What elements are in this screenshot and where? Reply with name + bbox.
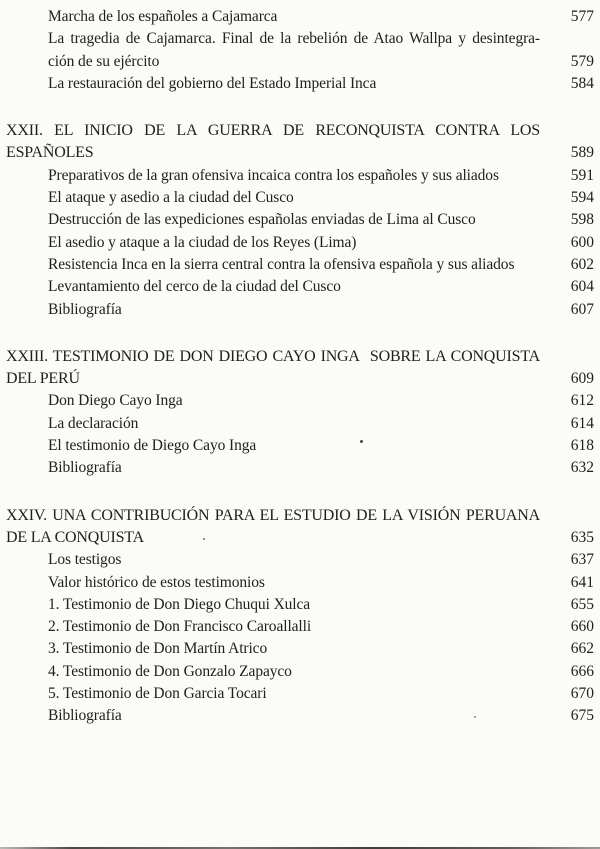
toc-title [48, 457, 540, 479]
toc-entry [0, 6, 600, 28]
toc-entry [0, 705, 600, 727]
toc-title [48, 594, 540, 616]
toc-title [48, 254, 540, 276]
toc-entry [0, 572, 600, 594]
entry-title-text: 3. Testimonio de Don Martín Atrico [48, 640, 268, 658]
page-number: 635 [570, 528, 594, 546]
entry-title-text: Resistencia Inca en la sierra central contra la ofensiva española y sus aliados [48, 255, 515, 273]
entry-title-text: El ataque y asedio a la ciudad del Cusco [48, 189, 294, 207]
page-number: 662 [570, 640, 594, 658]
page-number: 675 [570, 707, 594, 725]
page-number: 579 [570, 52, 594, 70]
toc-title [6, 120, 540, 165]
toc-section [0, 6, 600, 95]
toc-entry [0, 209, 600, 231]
page-number: 660 [570, 618, 594, 636]
chapter-heading-line [6, 346, 540, 368]
entry-title-text: Bibliografía [48, 459, 122, 477]
chapter-heading-text: DEL PERÚ [6, 370, 80, 388]
toc-entry [0, 413, 600, 435]
entry-title-text: Bibliografía [48, 707, 122, 725]
chapter-heading-text: XXII. EL INICIO DE LA GUERRA DE RECONQUISTA CONTRA LOS [6, 122, 540, 140]
page-number: 602 [570, 255, 594, 273]
entry-title-text: Valor histórico de estos testimonios [48, 573, 265, 591]
toc-entry [0, 683, 600, 705]
entry-title-text: La tragedia de Cajamarca. Final de la rebelión de Atao Wallpa y desintegra- [48, 30, 540, 48]
entry-title-line [48, 209, 540, 231]
toc-title [48, 638, 540, 660]
toc-title [48, 299, 540, 321]
toc-chapter-heading [0, 120, 600, 165]
entry-title-text: La declaración [48, 414, 139, 432]
page-number: 584 [570, 74, 594, 92]
toc-entry [0, 299, 600, 321]
entry-title-line [48, 51, 540, 73]
entry-title-text: 4. Testimonio de Don Gonzalo Zapayco [48, 662, 292, 680]
toc-title [48, 232, 540, 254]
entry-title-text: El asedio y ataque a la ciudad de los Reyes (Lima) [48, 233, 357, 251]
entry-title-text: Bibliografía [48, 300, 122, 318]
entry-title-line [48, 683, 540, 705]
page-number: 591 [570, 166, 594, 184]
entry-title-text: Los testigos [48, 551, 122, 569]
toc-title [48, 6, 540, 28]
toc-title [48, 705, 540, 727]
chapter-heading-text: XXIII. TESTIMONIO DE DON DIEGO CAYO INGA SOBRE LA CONQUISTA [6, 347, 540, 365]
page-number: 589 [570, 144, 594, 162]
scan-speck [360, 440, 363, 443]
toc-title [48, 661, 540, 683]
entry-title-line [48, 638, 540, 660]
toc-entry [0, 187, 600, 209]
page-number: 655 [570, 595, 594, 613]
toc-entry [0, 254, 600, 276]
page-number: 666 [570, 662, 594, 680]
page-number: 618 [570, 437, 594, 455]
chapter-heading-line [6, 527, 540, 549]
entry-title-line [48, 232, 540, 254]
entry-title-line [48, 661, 540, 683]
scan-speck [203, 538, 205, 540]
entry-title-text: La restauración del gobierno del Estado Imperial Inca [48, 74, 377, 92]
toc-title [48, 276, 540, 298]
entry-title-text: Destrucción de las expediciones españolas enviadas de Lima al Cusco [48, 211, 476, 229]
toc-title [48, 28, 540, 73]
toc-title [48, 683, 540, 705]
page-number: 637 [570, 551, 594, 569]
entry-title-line [48, 165, 540, 187]
chapter-heading-text: XXIV. UNA CONTRIBUCIÓN PARA EL ESTUDIO DE LA VISIÓN PERUANA [6, 506, 540, 524]
entry-title-line [48, 254, 540, 276]
entry-title-line [48, 413, 540, 435]
toc-entry [0, 73, 600, 95]
page-number: 594 [570, 189, 594, 207]
chapter-heading-line [6, 142, 540, 164]
entry-title-line [48, 549, 540, 571]
table-of-contents [0, 6, 600, 728]
entry-title-line [48, 594, 540, 616]
toc-entry [0, 549, 600, 571]
toc-title [48, 435, 540, 457]
page-number: 604 [570, 278, 594, 296]
entry-title-line [48, 435, 540, 457]
toc-section [0, 505, 600, 728]
entry-title-text: Preparativos de la gran ofensiva incaica contra los españoles y sus aliados [48, 166, 499, 184]
page-number: 607 [570, 300, 594, 318]
page-number: 632 [570, 459, 594, 477]
toc-entry [0, 232, 600, 254]
toc-section [0, 120, 600, 321]
toc-title [48, 209, 540, 231]
toc-entry [0, 390, 600, 412]
entry-title-text: 2. Testimonio de Don Francisco Caroallalli [48, 618, 312, 636]
entry-title-line [48, 299, 540, 321]
entry-title-text: Don Diego Cayo Inga [48, 392, 183, 410]
chapter-heading-text: ESPAÑOLES [6, 144, 94, 162]
page-number: 641 [570, 573, 594, 591]
page-number: 598 [570, 211, 594, 229]
toc-entry [0, 457, 600, 479]
toc-entry [0, 638, 600, 660]
toc-title [48, 549, 540, 571]
toc-entry [0, 28, 600, 73]
entry-title-text: 5. Testimonio de Don Garcia Tocari [48, 685, 267, 703]
entry-title-line [48, 457, 540, 479]
toc-title [48, 616, 540, 638]
page-number: 577 [570, 8, 594, 25]
entry-title-line [48, 6, 540, 28]
toc-entry [0, 276, 600, 298]
entry-title-line [48, 28, 540, 50]
entry-title-line [48, 572, 540, 594]
entry-title-text: Levantamiento del cerco de la ciudad del Cusco [48, 278, 341, 296]
toc-title [6, 505, 540, 550]
toc-chapter-heading [0, 346, 600, 391]
toc-entry [0, 661, 600, 683]
entry-title-line [48, 390, 540, 412]
toc-title [48, 390, 540, 412]
entry-title-line [48, 705, 540, 727]
scan-speck [474, 716, 476, 718]
chapter-heading-line [6, 120, 540, 142]
toc-entry [0, 616, 600, 638]
entry-title-text: Marcha de los españoles a Cajamarca [48, 8, 278, 25]
entry-title-text: El testimonio de Diego Cayo Inga [48, 437, 257, 455]
toc-title [48, 572, 540, 594]
chapter-heading-text: DE LA CONQUISTA [6, 528, 144, 546]
toc-section [0, 346, 600, 480]
chapter-heading-line [6, 368, 540, 390]
page-number: 609 [570, 370, 594, 388]
page-number: 614 [570, 414, 594, 432]
entry-title-line [48, 187, 540, 209]
toc-title [48, 187, 540, 209]
entry-title-line [48, 276, 540, 298]
toc-entry [0, 435, 600, 457]
toc-title [48, 165, 540, 187]
page-number: 600 [570, 233, 594, 251]
toc-title [48, 413, 540, 435]
entry-title-text: 1. Testimonio de Don Diego Chuqui Xulca [48, 595, 311, 613]
toc-title [6, 346, 540, 391]
toc-title [48, 73, 540, 95]
toc-entry [0, 594, 600, 616]
entry-title-line [48, 73, 540, 95]
entry-title-line [48, 616, 540, 638]
chapter-heading-line [6, 505, 540, 527]
toc-chapter-heading [0, 505, 600, 550]
toc-entry [0, 165, 600, 187]
page-number: 670 [570, 685, 594, 703]
entry-title-text: ción de su ejército [48, 52, 160, 70]
page-number: 612 [570, 392, 594, 410]
